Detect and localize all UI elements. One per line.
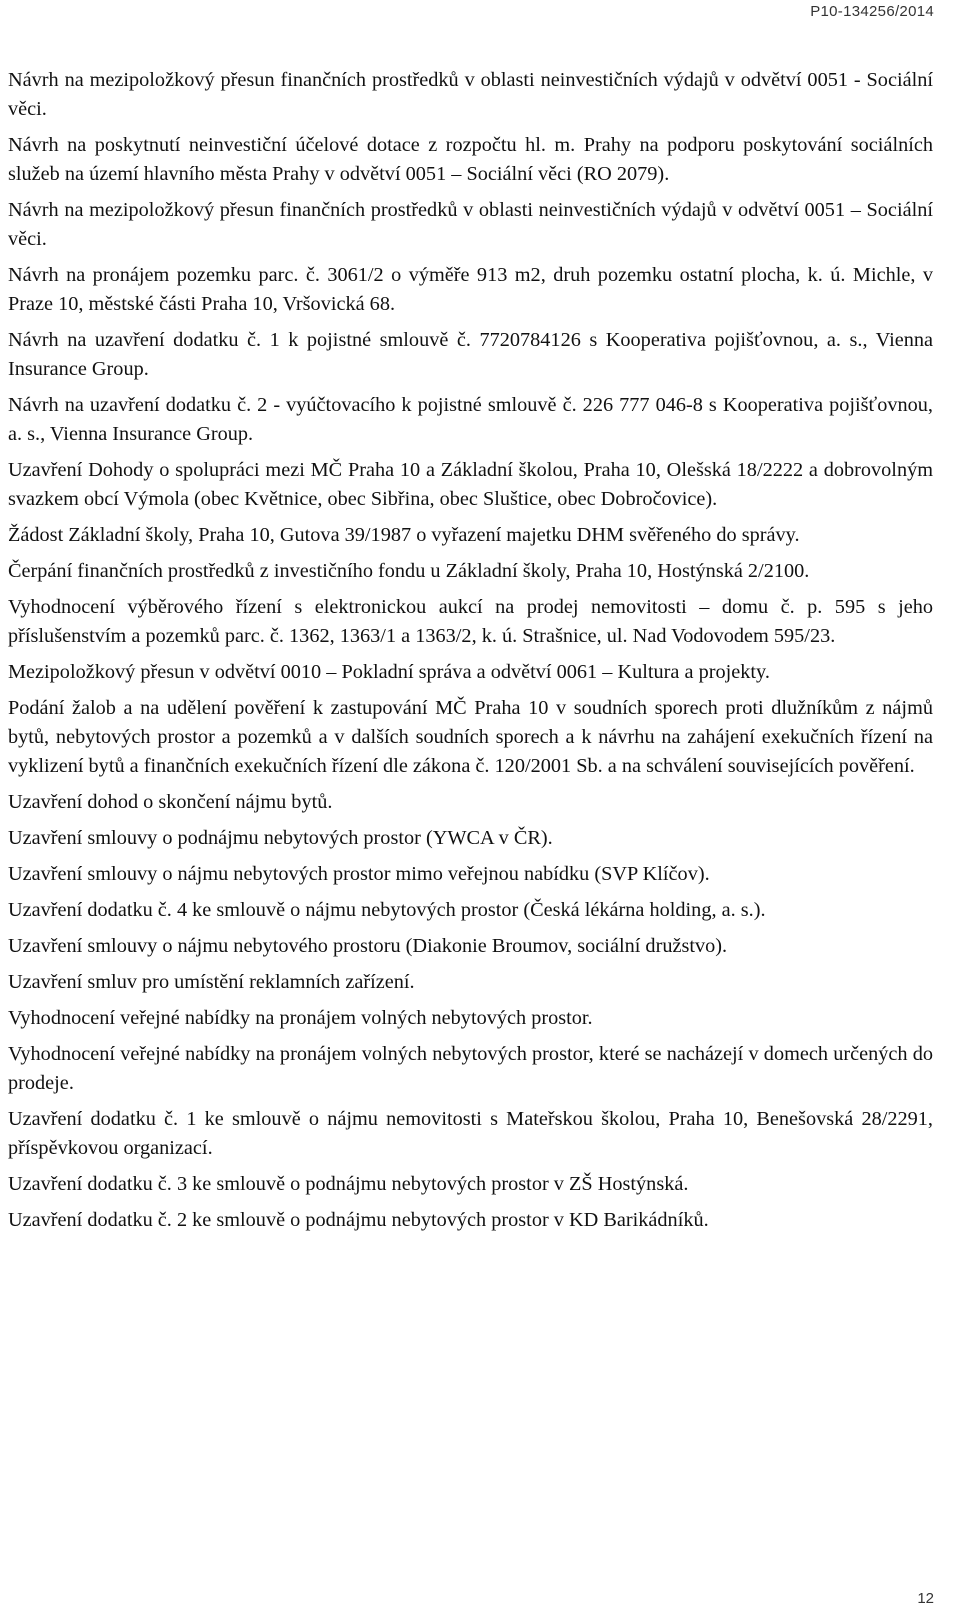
agenda-item-1: Návrh na mezipoložkový přesun finančních prostředků v oblasti neinvestičních výdajů v odvětví 0051 - Sociální věci. — [8, 69, 933, 120]
agenda-item-10: Vyhodnocení výběrového řízení s elektronickou aukcí na prodej nemovitosti – domu č. p. 595 s jeho příslušenstvím a pozemků parc. č. 1362, 1363/1 a 1363/2, k. ú. Strašnice, ul. Nad Vodovodem 595/23. — [8, 596, 933, 647]
agenda-item-22: Uzavření dodatku č. 3 ke smlouvě o podnájmu nebytových prostor v ZŠ Hostýnská. — [8, 1173, 689, 1195]
agenda-item-5: Návrh na uzavření dodatku č. 1 k pojistné smlouvě č. 7720784126 s Kooperativa pojišťovnou, a. s., Vienna Insurance Group. — [8, 329, 933, 380]
agenda-item-12: Podání žalob a na udělení pověření k zastupování MČ Praha 10 v soudních sporech proti dlužníkům z nájmů bytů, nebytových prostor a pozemků a v dalších soudních sporech a k návrhu na zahájení exekučních řízení na vyklizení bytů a finančních exekučních řízení dle zákona č. 120/2001 Sb. a na schválení souvisejících pověření. — [8, 697, 933, 777]
agenda-item-15: Uzavření smlouvy o nájmu nebytových prostor mimo veřejnou nabídku (SVP Klíčov). — [8, 863, 710, 885]
document-reference: P10-134256/2014 — [810, 3, 934, 20]
agenda-item-19: Vyhodnocení veřejné nabídky na pronájem volných nebytových prostor. — [8, 1007, 593, 1029]
agenda-item-7: Uzavření Dohody o spolupráci mezi MČ Praha 10 a Základní školou, Praha 10, Olešská 18/2222 a dobrovolným svazkem obcí Výmola (obec Květnice, obec Sibřina, obec Sluštice, obec Dobročovice). — [8, 459, 933, 510]
agenda-item-11: Mezipoložkový přesun v odvětví 0010 – Pokladní správa a odvětví 0061 – Kultura a projekty. — [8, 661, 770, 683]
agenda-item-9: Čerpání finančních prostředků z investičního fondu u Základní školy, Praha 10, Hostýnská 2/2100. — [8, 560, 810, 582]
agenda-item-20: Vyhodnocení veřejné nabídky na pronájem volných nebytových prostor, které se nacházejí v domech určených do prodeje. — [8, 1043, 933, 1094]
agenda-item-21: Uzavření dodatku č. 1 ke smlouvě o nájmu nemovitosti s Mateřskou školou, Praha 10, Benešovská 28/2291, příspěvkovou organizací. — [8, 1108, 933, 1159]
agenda-item-16: Uzavření dodatku č. 4 ke smlouvě o nájmu nebytových prostor (Česká lékárna holding, a. s.). — [8, 899, 766, 921]
agenda-item-4: Návrh na pronájem pozemku parc. č. 3061/2 o výměře 913 m2, druh pozemku ostatní plocha, k. ú. Michle, v Praze 10, městské části Praha 10, Vršovická 68. — [8, 264, 933, 315]
agenda-item-8: Žádost Základní školy, Praha 10, Gutova 39/1987 o vyřazení majetku DHM svěřeného do správy. — [8, 524, 800, 546]
agenda-item-13: Uzavření dohod o skončení nájmu bytů. — [8, 791, 333, 813]
agenda-item-3: Návrh na mezipoložkový přesun finančních prostředků v oblasti neinvestičních výdajů v odvětví 0051 – Sociální věci. — [8, 199, 933, 250]
agenda-item-14: Uzavření smlouvy o podnájmu nebytových prostor (YWCA v ČR). — [8, 827, 553, 849]
agenda-list — [8, 66, 933, 1242]
agenda-item-6: Návrh na uzavření dodatku č. 2 - vyúčtovacího k pojistné smlouvě č. 226 777 046-8 s Kooperativa pojišťovnou, a. s., Vienna Insurance Group. — [8, 394, 933, 445]
agenda-item-23: Uzavření dodatku č. 2 ke smlouvě o podnájmu nebytových prostor v KD Barikádníků. — [8, 1209, 709, 1231]
page-number: 12 — [917, 1590, 934, 1607]
agenda-item-17: Uzavření smlouvy o nájmu nebytového prostoru (Diakonie Broumov, sociální družstvo). — [8, 935, 728, 957]
agenda-item-2: Návrh na poskytnutí neinvestiční účelové dotace z rozpočtu hl. m. Prahy na podporu poskytování sociálních služeb na území hlavního města Prahy v odvětví 0051 – Sociální věci (RO 2079). — [8, 134, 933, 185]
agenda-item-18: Uzavření smluv pro umístění reklamních zařízení. — [8, 971, 415, 993]
